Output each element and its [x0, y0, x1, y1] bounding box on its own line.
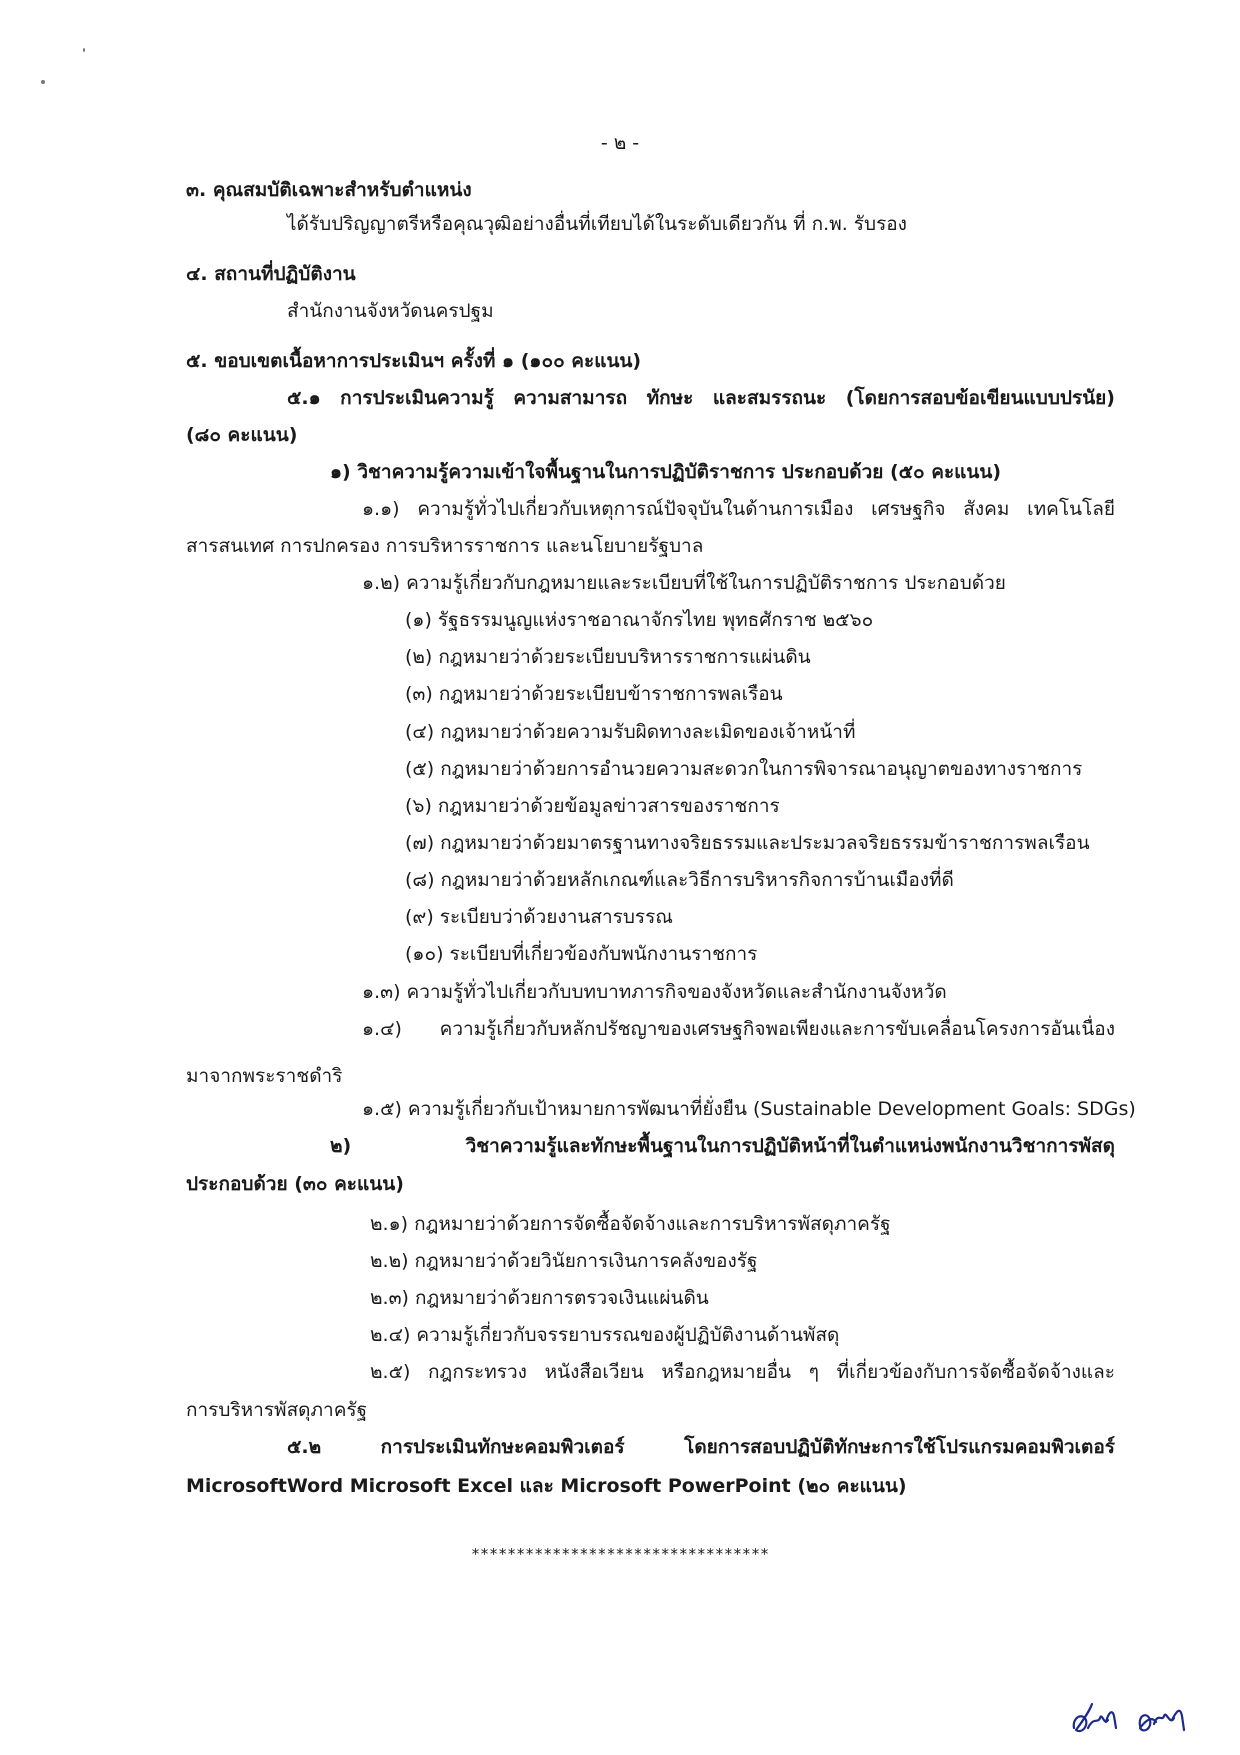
section-5-1-heading: ๕.๑ การประเมินความรู้ ความสามารถ ทักษะ และสมรรถนะ (โดยการสอบข้อเขียนแบบปรนัย): [287, 387, 1115, 409]
law-item: (๘) กฎหมายว่าด้วยหลักเกณฑ์และวิธีการบริหารกิจการบ้านเมืองที่ดี: [405, 869, 954, 891]
item-1-3: ๑.๓) ความรู้ทั่วไปเกี่ยวกับบทบาทภารกิจของจังหวัดและสำนักงานจังหวัด: [362, 981, 947, 1003]
handwritten-signature: [1068, 1698, 1198, 1744]
law-item: (๓) กฎหมายว่าด้วยระเบียบข้าราชการพลเรือน: [405, 683, 783, 705]
law-item: (๒) กฎหมายว่าด้วยระเบียบบริหารราชการแผ่นดิน: [405, 646, 811, 668]
section-5-heading: ๕. ขอบเขตเนื้อหาการประเมินฯ ครั้งที่ ๑ (๑๐๐ คะแนน): [186, 350, 642, 372]
section-3-body: ได้รับปริญญาตรีหรือคุณวุฒิอย่างอื่นที่เทียบได้ในระดับเดียวกัน ที่ ก.พ. รับรอง: [287, 213, 907, 235]
scan-speck: [83, 48, 85, 52]
item-2-5-cont: การบริหารพัสดุภาครัฐ: [186, 1399, 368, 1421]
item-2: ๒.๒) กฎหมายว่าด้วยวินัยการเงินการคลังของรัฐ: [370, 1250, 758, 1272]
section-5-1-heading-cont: (๘๐ คะแนน): [186, 424, 298, 446]
item-2: ๒.๑) กฎหมายว่าด้วยการจัดซื้อจัดจ้างและการบริหารพัสดุภาครัฐ: [370, 1213, 891, 1235]
law-item: (๔) กฎหมายว่าด้วยความรับผิดทางละเมิดของเจ้าหน้าที่: [405, 721, 856, 743]
separator-line: *********************************: [470, 1545, 769, 1563]
law-item: (๑๐) ระเบียบที่เกี่ยวข้องกับพนักงานราชการ: [405, 943, 758, 965]
section-4-body: สำนักงานจังหวัดนครปฐม: [287, 300, 494, 322]
section-5-2-heading: ๕.๒ การประเมินทักษะคอมพิวเตอร์ โดยการสอบปฏิบัติทักษะการใช้โปรแกรมคอมพิวเตอร์: [287, 1436, 1115, 1458]
item-1-2: ๑.๒) ความรู้เกี่ยวกับกฎหมายและระเบียบที่ใช้ในการปฏิบัติราชการ ประกอบด้วย: [362, 572, 1006, 594]
section-3-heading: ๓. คุณสมบัติเฉพาะสำหรับตำแหน่ง: [186, 179, 472, 201]
law-item: (๗) กฎหมายว่าด้วยมาตรฐานทางจริยธรรมและประมวลจริยธรรมข้าราชการพลเรือน: [405, 832, 1090, 854]
law-item: (๕) กฎหมายว่าด้วยการอำนวยความสะดวกในการพิจารณาอนุญาตของทางราชการ: [405, 758, 1083, 780]
item-1-4-cont: มาจากพระราชดำริ: [186, 1065, 343, 1087]
law-item: (๖) กฎหมายว่าด้วยข้อมูลข่าวสารของราชการ: [405, 795, 780, 817]
scan-speck: [41, 80, 45, 84]
item-1-1: ๑.๑) ความรู้ทั่วไปเกี่ยวกับเหตุการณ์ปัจจุบันในด้านการเมือง เศรษฐกิจ สังคม เทคโนโลยี: [362, 498, 1115, 520]
item-1-1-cont: สารสนเทศ การปกครอง การบริหารราชการ และนโยบายรัฐบาล: [186, 535, 704, 557]
page-number: - ๒ -: [600, 132, 640, 154]
law-item: (๙) ระเบียบว่าด้วยงานสารบรรณ: [405, 906, 673, 928]
section-4-heading: ๔. สถานที่ปฏิบัติงาน: [186, 263, 356, 285]
item-1-4: ๑.๔) ความรู้เกี่ยวกับหลักปรัชญาของเศรษฐกิจพอเพียงและการขับเคลื่อนโครงการอันเนื่อง: [362, 1018, 1115, 1040]
item-2: ๒.๔) ความรู้เกี่ยวกับจรรยาบรรณของผู้ปฏิบัติงานด้านพัสดุ: [370, 1324, 840, 1346]
subject-2-heading-cont: ประกอบด้วย (๓๐ คะแนน): [186, 1173, 404, 1195]
section-5-2-heading-cont: MicrosoftWord Microsoft Excel และ Microsoft PowerPoint (๒๐ คะแนน): [186, 1475, 907, 1497]
subject-1-heading: ๑) วิชาความรู้ความเข้าใจพื้นฐานในการปฏิบัติราชการ ประกอบด้วย (๕๐ คะแนน): [330, 461, 1002, 483]
item-2: ๒.๓) กฎหมายว่าด้วยการตรวจเงินแผ่นดิน: [370, 1287, 709, 1309]
law-item: (๑) รัฐธรรมนูญแห่งราชอาณาจักรไทย พุทธศักราช ๒๕๖๐: [405, 609, 874, 631]
item-1-5: ๑.๕) ความรู้เกี่ยวกับเป้าหมายการพัฒนาที่ยั่งยืน (Sustainable Development Goals: SDGs): [362, 1098, 1136, 1120]
item-2-5: ๒.๕) กฎกระทรวง หนังสือเวียน หรือกฎหมายอื่น ๆ ที่เกี่ยวข้องกับการจัดซื้อจัดจ้างและ: [370, 1361, 1115, 1383]
subject-2-heading: ๒) วิชาความรู้และทักษะพื้นฐานในการปฏิบัติหน้าที่ในตำแหน่งพนักงานวิชาการพัสดุ: [330, 1135, 1115, 1157]
